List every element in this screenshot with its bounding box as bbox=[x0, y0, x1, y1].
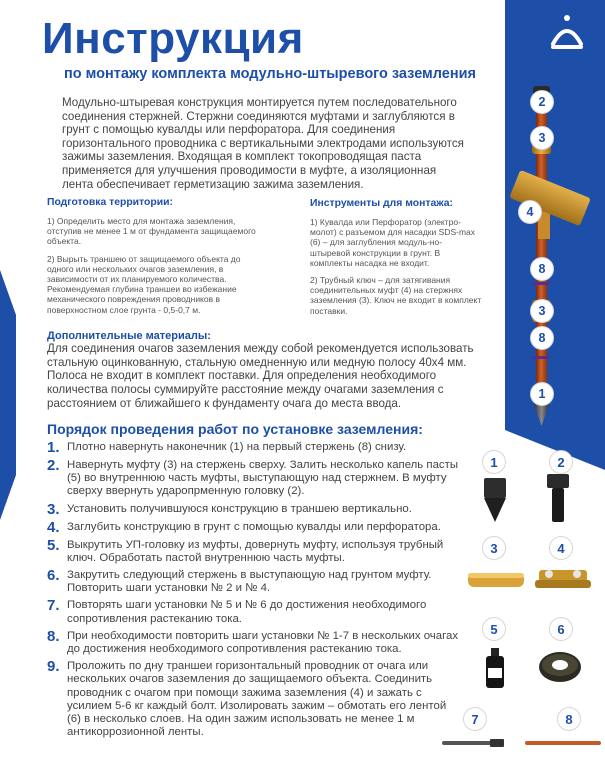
step-number: 8. bbox=[47, 627, 60, 645]
step-text: Навернуть муфту (3) на стержень сверху. Залить несколько капель пасты (5) во внутреннюю часть муфты, выступающую над стержнем. В муфту сверху ввернуть ударопрменную головку (2). bbox=[67, 459, 459, 498]
step-number: 9. bbox=[47, 658, 60, 676]
impact-head-part-image bbox=[547, 474, 569, 522]
step-number: 3. bbox=[47, 500, 60, 518]
tools-heading: Инструменты для монтажа: bbox=[310, 198, 453, 209]
step-item bbox=[47, 599, 462, 625]
step-number: 1. bbox=[47, 439, 60, 456]
tools-item: 1) Кувалда или Перфоратор (электро-молот) с разъемом для насадки SDS-max (6) – для заглубления модуль-но-штыревой конструкции в грунт. В комплекты насадка не входит. bbox=[310, 217, 475, 268]
clamp-part-image bbox=[535, 564, 591, 596]
page-title: Инструкция bbox=[42, 14, 304, 63]
step-item bbox=[47, 518, 462, 536]
preparation-item: 1) Определить место для монтажа заземления, отступив не менее 1 м от фундамента защищаемого объекта. bbox=[47, 216, 256, 247]
part-number: 3 bbox=[482, 536, 506, 560]
step-text: Плотно навернуть наконечник (1) на первый стержень (8) снизу. bbox=[67, 441, 407, 453]
preparation-heading: Подготовка территории: bbox=[47, 197, 173, 208]
extra-materials-heading: Дополнительные материалы: bbox=[47, 330, 211, 342]
step-text: Повторять шаги установки № 5 и № 6 до достижения необходимого сопротивления растеканию тока. bbox=[67, 599, 427, 625]
step-number: 4. bbox=[47, 518, 60, 536]
rod-callout: 3 bbox=[530, 126, 554, 150]
step-item bbox=[47, 569, 462, 595]
preparation-item: 2) Вырыть траншею от защищаемого объекта до одного или нескольких очагов заземления, в зависимости от их планируемого количества. Рекомендуемая глубина траншеи во избежание механического повреждения проводников в поверхностном слое грунта - 0,5-0,7 м. bbox=[47, 253, 241, 315]
part-number: 2 bbox=[549, 450, 573, 474]
page-subtitle: по монтажу комплекта модульно-штыревого заземления bbox=[64, 66, 477, 82]
rod-callout: 3 bbox=[530, 299, 554, 323]
step-number: 7. bbox=[47, 597, 60, 615]
part-number: 1 bbox=[482, 450, 506, 474]
tools-section bbox=[310, 198, 482, 323]
tape-roll-image bbox=[538, 650, 582, 684]
steps-list bbox=[47, 441, 462, 743]
rod-part-image bbox=[525, 738, 601, 748]
part-number: 7 bbox=[463, 707, 487, 731]
steps-heading: Порядок проведения работ по установке заземления: bbox=[47, 421, 423, 437]
part-number: 4 bbox=[549, 536, 573, 560]
step-number: 2. bbox=[47, 457, 60, 474]
rod-callout: 8 bbox=[530, 326, 554, 350]
tools-item: 2) Трубный ключ – для затягивания соединительных муфт (4) на стержнях заземления (3). Ключ не входит в комплект поставки. bbox=[310, 275, 482, 316]
logo-icon bbox=[547, 14, 587, 54]
paste-bottle-image bbox=[484, 648, 506, 688]
step-text: Заглубить конструкцию в грунт с помощью кувалды или перфоратора. bbox=[67, 520, 441, 533]
rod-callout: 8 bbox=[530, 257, 554, 281]
step-number: 5. bbox=[47, 536, 60, 554]
step-number: 6. bbox=[47, 567, 60, 585]
left-accent-shape bbox=[0, 270, 16, 520]
sds-bit-image bbox=[442, 738, 504, 748]
part-number: 8 bbox=[557, 707, 581, 731]
step-item bbox=[47, 441, 462, 455]
extra-materials-text: Для соединения очагов заземления между собой рекомендуется использовать стальную оцинкованную, стальную омедненную или медную полосу 40х4 мм. Полоса не входит в комплект поставки. Для определения необходимого количества полосы суммируйте расстояние между очагами заземления с расстоянием от ближайшего к фундаменту очага до места ввода. bbox=[47, 342, 474, 410]
step-text: Установить получившуюся конструкцию в траншею вертикально. bbox=[67, 502, 412, 515]
step-text: Закрутить следующий стержень в выступающую над грунтом муфту. Повторить шаги установки № 2 и № 4. bbox=[67, 569, 432, 595]
step-item bbox=[47, 660, 462, 739]
rod-callout: 2 bbox=[530, 90, 554, 114]
coupling-part-image bbox=[468, 570, 524, 590]
step-text: При необходимости повторить шаги установки № 1-7 в нескольких очагах до достижения необходимого сопротивления растеканию тока. bbox=[67, 629, 459, 656]
step-item bbox=[47, 536, 462, 565]
part-number: 6 bbox=[549, 617, 573, 641]
rod-callout: 4 bbox=[518, 200, 542, 224]
step-item bbox=[47, 500, 462, 518]
tape-band-image bbox=[533, 282, 550, 285]
step-text: Проложить по дну траншеи горизонтальный проводник от очага или нескольких очагов заземления до защищаемого объекта. Соединить проводник с очагом при помощи зажима заземления (4) и зажать с усилием 5-6 кг каждый болт. Изолировать зажим – обмотать его лентой (6) в несколько слоев. На один зажим использовать не менее 1 м антикоррозионной ленты. bbox=[67, 660, 447, 739]
tip-part-image bbox=[482, 478, 508, 522]
step-text: Выкрутить УП-головку из муфты, довернуть муфту, используя трубный ключ. Обработать пастой внутреннюю часть муфты. bbox=[67, 538, 444, 564]
step-item bbox=[47, 627, 462, 656]
intro-paragraph: Модульно-штыревая конструкция монтируется путем последовательного соединения стержней. Стержни соединяются муфтами и заглубляются в грунт с помощью кувалды или перфоратора. Для соединения горизонтального проводника с вертикальными электродами используются зажимы заземления. Входящая в комплект токопроводящая паста применяется для улучшения проводимости в муфте, а изоляционная лента обеспечивает герметизацию зажима заземления. bbox=[62, 96, 464, 191]
step-item bbox=[47, 459, 462, 499]
rod-callout: 1 bbox=[530, 382, 554, 406]
part-number: 5 bbox=[482, 617, 506, 641]
tape-band-image bbox=[533, 356, 550, 359]
preparation-section bbox=[47, 197, 257, 322]
